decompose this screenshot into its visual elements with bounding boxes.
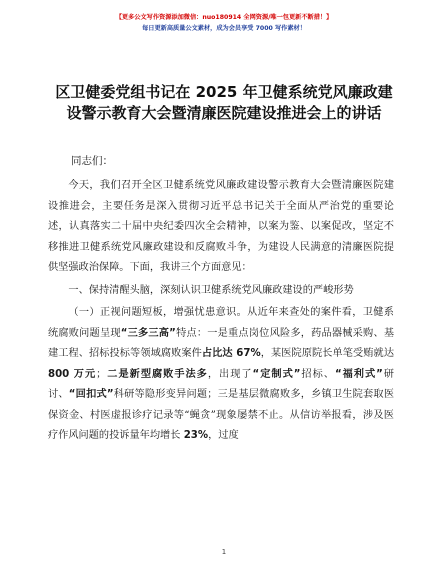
emphasis-text: “三多三高” <box>120 327 176 339</box>
text-run: 特点：一是重点岗位风险多，药品器械采购、基建工程、招标投标等领域腐败案件 <box>48 327 395 359</box>
emphasis-text: “福利式” <box>334 368 383 380</box>
page-number: 1 <box>221 548 227 556</box>
document-body <box>48 176 394 447</box>
emphasis-text: “定制式” <box>252 368 301 380</box>
text-run: 科研等隐形变异问题；三是基层微腐败多，乡镇卫生院套取医保资金、村医虚报诊疗记录等“蝇贪”现象屡禁不止。从信访举报看，涉及医疗作风问题的投诉量年均增长 <box>48 389 395 441</box>
text-run: ； <box>96 368 107 380</box>
header-banner <box>0 12 448 34</box>
text-run: 招标、 <box>300 368 335 380</box>
salutation: 同志们： <box>71 155 113 167</box>
emphasis-text: 占比达 67% <box>201 348 261 359</box>
banner-promo-line: 【更多公文写作资源添加微信：nuo180914 全网资源/唯一包更新不断措！】 <box>115 14 333 21</box>
document-title: 区卫健委党组书记在 2025 年卫健系统党风廉政建设警示教育大会暨清廉医院建设推进会上的讲话 <box>55 83 393 122</box>
intro-paragraph: 今天，我们召开全区卫健系统党风廉政建设警示教育大会暨清廉医院建设推进会，主要任务是深入贯彻习近平总书记关于全面从严治党的重要论述，认真落实二十届中央纪委四次全会精神，以案为鉴、以案促改，坚定不移推进卫健系统党风廉政建设和反腐败斗争，为建设人民满意的清廉医院提供坚强政治保障。下面，我讲三个方面意见： <box>48 180 394 273</box>
emphasis-text: 二是新型腐败手法多 <box>106 368 208 380</box>
banner-subtitle-line: 每日更新高质量公文素材，成为会员享受 7000 写作素材！ <box>142 25 306 32</box>
text-run: 研讨、 <box>48 368 394 400</box>
text-run: ，出现了 <box>207 368 253 380</box>
emphasis-text: 23% <box>183 430 209 441</box>
section-heading-1: 一、保持清醒头脑，深刻认识卫健系统党风廉政建设的严峻形势 <box>68 284 354 296</box>
emphasis-text: 800 万元 <box>48 368 97 380</box>
text-run: （一）正视问题短板，增强忧患意识。从近年来查处的案件看，卫健系统腐败问题呈现 <box>48 307 394 339</box>
text-run: ，过度 <box>208 430 239 441</box>
emphasis-text: “回扣式” <box>68 389 114 400</box>
body-paragraph-1 <box>48 303 394 447</box>
text-run: ，某医院原院长单笔受贿就达 <box>260 348 395 359</box>
